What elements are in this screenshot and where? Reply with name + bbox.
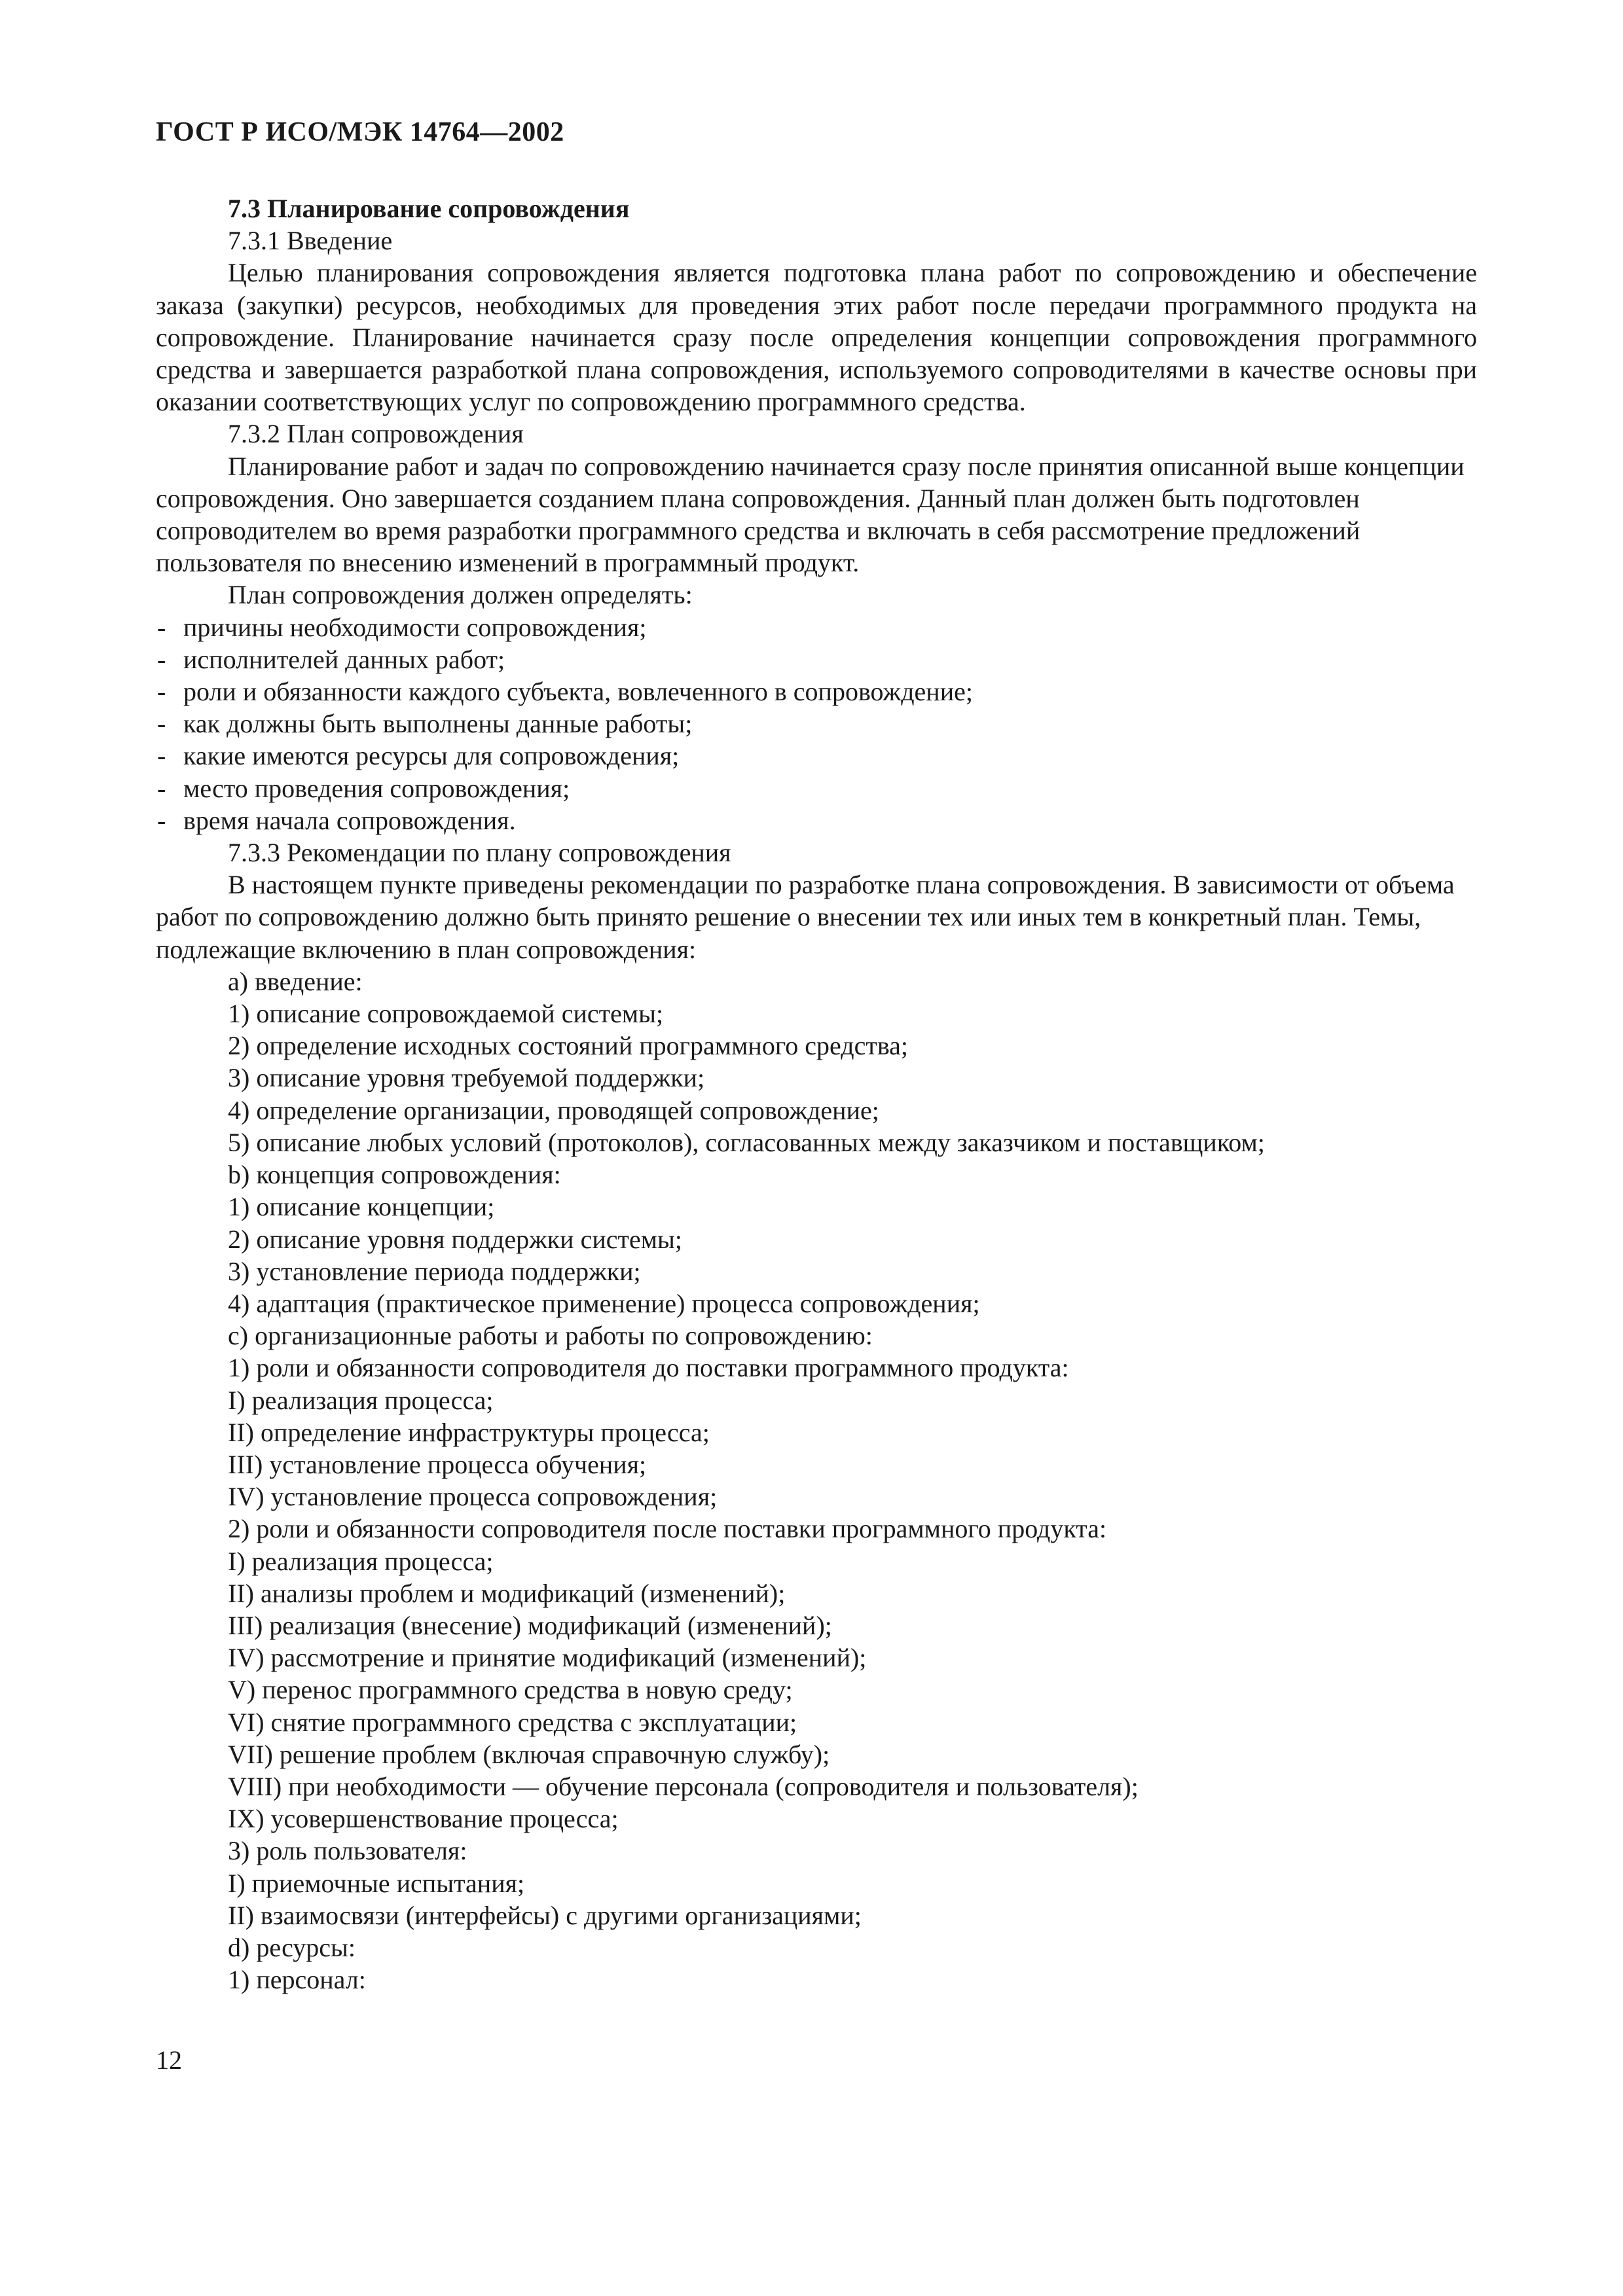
subsection-title-introduction: 7.3.1 Введение (228, 226, 393, 256)
list-item: 1) описание концепции; (228, 1192, 495, 1222)
list-item: 1) персонал: (228, 1965, 366, 1995)
list-item: 2) описание уровня поддержки системы; (228, 1224, 683, 1254)
list-item-text: исполнителей данных работ; (183, 644, 505, 674)
list-item-text: время начала сопровождения. (183, 805, 516, 835)
list-item-text: причины необходимости сопровождения; (183, 612, 647, 642)
list-item: 5) описание любых условий (протоколов), согласованных между заказчиком и поставщиком; (228, 1127, 1265, 1157)
list-item (156, 740, 1477, 772)
list-item: а) введение: (228, 966, 363, 996)
list-item: II) определение инфраструктуры процесса; (228, 1417, 710, 1447)
list-item: II) взаимосвязи (интерфейсы) с другими организациями; (228, 1900, 862, 1930)
list-item: c) организационные работы и работы по сопровождению: (228, 1321, 873, 1351)
dash-bullet: - (157, 741, 166, 771)
dash-bullet: - (157, 677, 166, 707)
list-item: b) концепция сопровождения: (228, 1160, 561, 1190)
list-item (156, 675, 1477, 708)
plan-requirements-list (156, 611, 1477, 836)
list-item: VIII) при необходимости — обучение персонала (сопроводителя и пользователя); (228, 1771, 1139, 1801)
list-item: VII) решение проблем (включая справочную службу); (228, 1739, 830, 1769)
list-item (156, 804, 1477, 836)
document-body (156, 192, 1477, 1996)
list-item-text: какие имеются ресурсы для сопровождения; (183, 741, 680, 771)
list-item: 1) роли и обязанности сопроводителя до поставки программного продукта: (228, 1353, 1069, 1383)
dash-bullet: - (157, 805, 166, 835)
paragraph-introduction: Целью планирования сопровождения является подготовка плана работ по сопровождению и обеспечение заказа (закупки) ресурсов, необходимых для проведения этих работ после передачи программного продукта на сопровождение. Планирование начинается сразу после определения концепции сопровождения программного средства и завершается разработкой плана сопровождения, используемого сопроводителями в качестве основы при оказании соответствующих услуг по сопровождению программного средства. (156, 258, 1477, 417)
list-item: I) реализация процесса; (228, 1546, 494, 1576)
list-item-text: как должны быть выполнены данные работы; (183, 709, 693, 739)
dash-bullet: - (157, 709, 166, 739)
list-item: II) анализы проблем и модификаций (изменений); (228, 1578, 786, 1608)
plan-intro: План сопровождения должен определять: (228, 580, 693, 610)
plan-topics-list (156, 965, 1477, 1996)
paragraph-plan: Планирование работ и задач по сопровождению начинается сразу после принятия описанной выше концепции сопровождения. Оно завершается созданием плана сопровождения. Данный план должен быть подготовлен сопроводителем во время разработки программного средства и включать в себя рассмотрение предложений пользователя по внесению изменений в программный продукт. (156, 451, 1465, 578)
dash-bullet: - (157, 773, 166, 803)
list-item: IV) установление процесса сопровождения; (228, 1482, 718, 1512)
list-item: 2) определение исходных состояний программного средства; (228, 1031, 909, 1061)
list-item: 3) установление периода поддержки; (228, 1256, 641, 1286)
list-item (156, 643, 1477, 675)
page-number: 12 (156, 2045, 182, 2075)
list-item: 3) описание уровня требуемой поддержки; (228, 1063, 705, 1093)
list-item (156, 708, 1477, 740)
list-item: 4) адаптация (практическое применение) процесса сопровождения; (228, 1288, 980, 1318)
list-item-text: место проведения сопровождения; (183, 773, 570, 803)
dash-bullet: - (157, 644, 166, 674)
paragraph-recommendations: В настоящем пункте приведены рекомендации по разработке плана сопровождения. В зависимости от объема работ по сопровождению должно быть принято решение о внесении тех или иных тем в конкретный план. Темы, подлежащие включению в план сопровождения: (156, 870, 1455, 964)
list-item: 3) роль пользователя: (228, 1836, 467, 1866)
list-item: I) приемочные испытания; (228, 1868, 525, 1898)
document-header: ГОСТ Р ИСО/МЭК 14764—2002 (156, 117, 564, 147)
list-item: IX) усовершенствование процесса; (228, 1804, 619, 1834)
list-item: d) ресурсы: (228, 1932, 356, 1962)
subsection-title-plan: 7.3.2 План сопровождения (228, 419, 524, 449)
list-item-text: роли и обязанности каждого субъекта, вовлеченного в сопровождение; (183, 677, 973, 707)
list-item: 2) роли и обязанности сопроводителя после поставки программного продукта: (228, 1514, 1107, 1544)
list-item: 4) определение организации, проводящей сопровождение; (228, 1095, 879, 1125)
list-item: V) перенос программного средства в новую среду; (228, 1675, 793, 1705)
list-item (156, 772, 1477, 804)
list-item: I) реализация процесса; (228, 1385, 494, 1415)
section-title: 7.3 Планирование сопровождения (228, 194, 630, 223)
subsection-title-recommendations: 7.3.3 Рекомендации по плану сопровождения (228, 838, 731, 868)
list-item (156, 611, 1477, 643)
list-item: IV) рассмотрение и принятие модификаций (изменений); (228, 1643, 867, 1673)
dash-bullet: - (157, 612, 166, 642)
list-item: 1) описание сопровождаемой системы; (228, 999, 664, 1029)
list-item: III) установление процесса обучения; (228, 1449, 647, 1479)
list-item: VI) снятие программного средства с эксплуатации; (228, 1707, 797, 1737)
list-item: III) реализация (внесение) модификаций (изменений); (228, 1610, 832, 1640)
